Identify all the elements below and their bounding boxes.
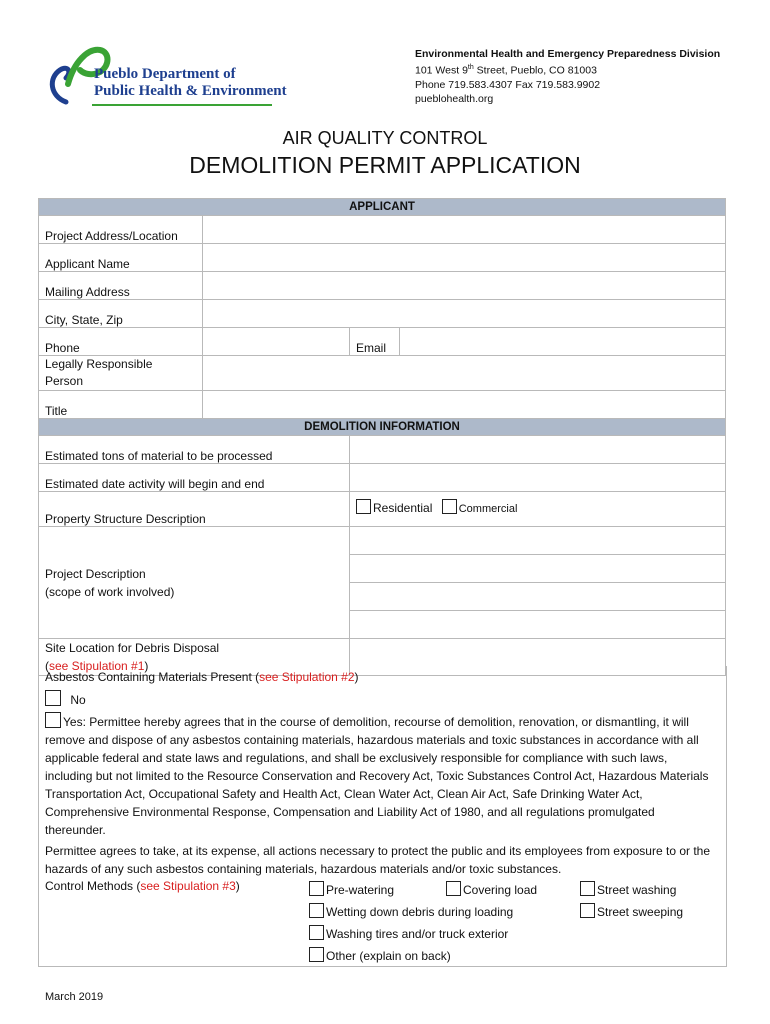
phone-label: Phone (39, 328, 203, 356)
stipulation-1-link[interactable]: see Stipulation #1 (49, 659, 145, 673)
responsible-person-label: Legally Responsible Person (39, 356, 203, 391)
phone-field[interactable] (203, 328, 350, 356)
agency-name (94, 66, 287, 100)
dates-field[interactable] (350, 464, 726, 492)
project-description-field-1[interactable] (350, 527, 726, 555)
washing-tires-option (309, 925, 508, 941)
asbestos-no-option (45, 690, 717, 709)
tons-label: Estimated tons of material to be processed (39, 436, 350, 464)
washing-tires-label: Washing tires and/or truck exterior (326, 927, 509, 941)
residential-checkbox[interactable] (356, 499, 371, 514)
prewatering-option (309, 881, 394, 897)
city-state-zip-label: City, State, Zip (39, 300, 203, 328)
responsible-person-field[interactable] (203, 356, 726, 391)
control-methods-label: Control Methods (see Stipulation #3) (45, 879, 240, 893)
project-description-label: Project Description (scope of work involved) (39, 527, 350, 639)
logo-underline (92, 104, 272, 106)
project-description-field-2[interactable] (350, 555, 726, 583)
prewatering-checkbox[interactable] (309, 881, 324, 896)
form-title: DEMOLITION PERMIT APPLICATION (189, 152, 581, 178)
other-option (309, 947, 451, 963)
structure-options (350, 492, 726, 527)
title-label: Title (39, 391, 203, 419)
project-description-field-4[interactable] (350, 611, 726, 639)
agency-name-line2: Public Health & Environment (94, 83, 287, 99)
other-checkbox[interactable] (309, 947, 324, 962)
permittee-agreement: Permittee agrees to take, at its expense, all actions necessary to protect the public and its employees from exposure to or the hazards of any such asbestos containing materials, hazardous materials and/or toxic substances. (45, 844, 711, 876)
phone-fax: Phone 719.583.4307 Fax 719.583.9902 (415, 78, 601, 91)
mailing-address-label: Mailing Address (39, 272, 203, 300)
covering-load-checkbox[interactable] (446, 881, 461, 896)
permit-form (38, 198, 726, 676)
street-washing-option (580, 881, 676, 897)
street-sweeping-label: Street sweeping (597, 905, 684, 919)
tons-field[interactable] (350, 436, 726, 464)
project-address-label: Project Address/Location (39, 216, 203, 244)
wetting-checkbox[interactable] (309, 903, 324, 918)
other-label: Other (explain on back) (326, 949, 451, 963)
project-description-field-3[interactable] (350, 583, 726, 611)
email-label: Email (350, 328, 400, 356)
applicant-name-field[interactable] (203, 244, 726, 272)
website: pueblohealth.org (415, 92, 494, 105)
wetting-option (309, 903, 513, 919)
dates-label: Estimated date activity will begin and end (39, 464, 350, 492)
covering-load-label: Covering load (463, 883, 538, 897)
title-field[interactable] (203, 391, 726, 419)
division-name: Environmental Health and Emergency Preparedness Division (415, 48, 721, 60)
asbestos-yes-option (45, 712, 717, 839)
applicant-name-label: Applicant Name (39, 244, 203, 272)
agency-contact (415, 47, 720, 106)
demolition-header: DEMOLITION INFORMATION (39, 419, 726, 436)
applicant-header: APPLICANT (39, 199, 726, 216)
prewatering-label: Pre-watering (326, 883, 395, 897)
city-state-zip-field[interactable] (203, 300, 726, 328)
stipulation-3-link[interactable]: see Stipulation #3 (140, 879, 236, 893)
agency-name-line1: Pueblo Department of (94, 66, 236, 82)
asbestos-no-checkbox[interactable] (45, 690, 61, 706)
street-sweeping-checkbox[interactable] (580, 903, 595, 918)
street-washing-checkbox[interactable] (580, 881, 595, 896)
site-location-label: Site Location for Debris Disposal (see Stipulation #1) (39, 639, 350, 676)
commercial-checkbox[interactable] (442, 499, 457, 514)
address: 101 West 9th Street, Pueblo, CO 81003 (415, 64, 597, 77)
commercial-label: Commercial (458, 503, 518, 515)
residential-label: Residential (373, 501, 433, 515)
covering-load-option (446, 881, 537, 897)
wetting-label: Wetting down debris during loading (326, 905, 514, 919)
washing-tires-checkbox[interactable] (309, 925, 324, 940)
stipulation-2-link[interactable]: see Stipulation #2 (259, 670, 355, 684)
asbestos-yes-text: Yes: Permittee hereby agrees that in the course of demolition, recourse of demolition, renovation, or dismantling, it will remove and dispose of any asbestos containing materials, hazardous materials and toxic substances in accordance with all applicable federal and state laws and regulations, and shall be exclusively responsible for compliance with such laws, including but not limited to the Resource Conservation and Recovery Act, Toxic Substances Control Act, Hazardous Materials Transportation Act, Occupational Safety and Health Act, Clean Water Act, Clean Air Act, Safe Drinking Water Act, Comprehensive Environmental Response, Compensation and Liability Act of 1980, and all regulations promulgated thereunder. (45, 715, 709, 837)
street-washing-label: Street washing (597, 883, 677, 897)
street-sweeping-option (580, 903, 683, 919)
project-address-field[interactable] (203, 216, 726, 244)
footer-date: March 2019 (45, 991, 104, 1003)
asbestos-yes-checkbox[interactable] (45, 712, 61, 728)
structure-label: Property Structure Description (39, 492, 350, 527)
asbestos-label: Asbestos Containing Materials Present (see Stipulation #2) (45, 670, 359, 684)
mailing-address-field[interactable] (203, 272, 726, 300)
asbestos-no-label: No (70, 693, 86, 707)
email-field[interactable] (400, 328, 726, 356)
form-subtitle: AIR QUALITY CONTROL (282, 128, 488, 148)
